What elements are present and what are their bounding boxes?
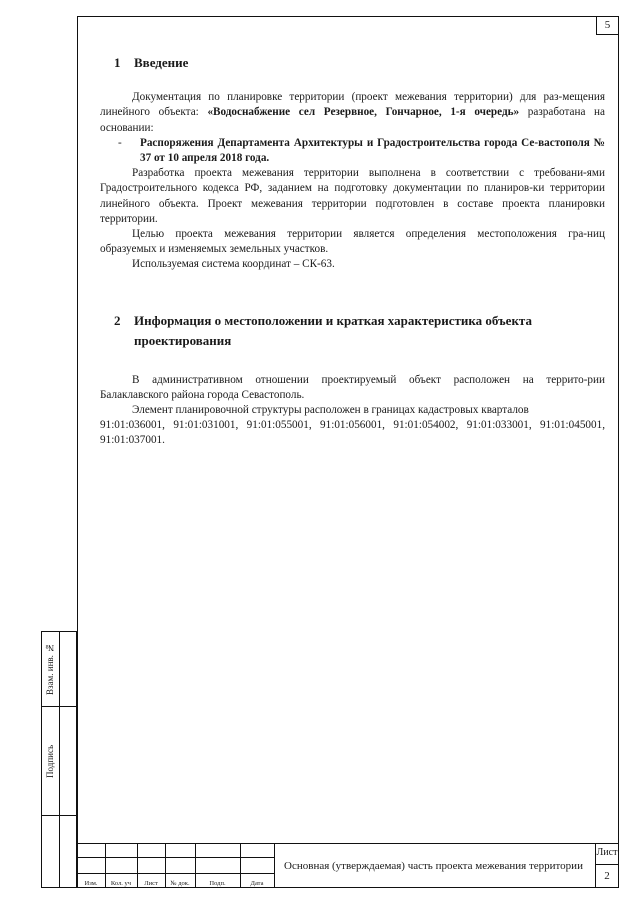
spacer	[100, 273, 605, 311]
intro-paragraph	[100, 90, 605, 136]
tb-label-podp: Подп.	[209, 880, 226, 887]
vzam-inv-label: Взам. инв. №	[45, 642, 55, 696]
tb-label-list: Лист	[144, 880, 158, 887]
tb-label-izm: Изм.	[84, 880, 98, 887]
section-1-title: Введение	[134, 55, 189, 70]
signature-label: Подпись	[45, 744, 55, 778]
tb-row-line	[595, 864, 619, 865]
sheet-number: 2	[604, 870, 610, 882]
tb-label-doc: № док.	[170, 880, 190, 887]
goal-paragraph: Целью проекта межевания территории является определения местоположения гра-ниц образуемых и изменяемых земельных участков.	[100, 228, 605, 256]
section-2-title: Информация о местоположении и краткая характеристика объекта проектирования	[134, 312, 532, 348]
document-title: Основная (утверждаемая) часть проекта межевания территории	[284, 860, 583, 872]
section-1-number: 1	[114, 55, 121, 70]
page-number-box: 5	[596, 16, 619, 35]
section-1-heading	[114, 55, 605, 70]
list-item	[100, 136, 605, 166]
tb-label-data: Дата	[250, 880, 264, 887]
cadastral-codes: 91:01:036001, 91:01:031001, 91:01:055001, 91:01:056001, 91:01:054002, 91:01:033001, 91:01:045001, 91:01:037001.	[100, 419, 605, 447]
side-divider	[59, 632, 60, 887]
tb-row-line	[77, 857, 274, 858]
sheet-label: Лист	[596, 847, 618, 858]
intro-text: Документация по планировке территории (проект межевания территории) для раз-мещения линейного объекта:	[100, 91, 605, 119]
tb-row-line	[77, 873, 274, 874]
coordinate-system-paragraph: Используемая система координат – СК-63.	[132, 258, 335, 271]
object-name: «Водоснабжение сел Резервное, Гончарное, 1-я очередь»	[207, 106, 520, 119]
requirements-paragraph: Разработка проекта межевания территории выполнена в соответствии с требовани-ями Градостроительного кодекса РФ, заданием на подготовку документации по планиров-ки территории линейного объекта. Проект межевания территории подготовлен в составе проекта планировки территории.	[100, 167, 605, 225]
tb-label-kol-uch: Кол. уч	[110, 880, 132, 887]
section-2-number: 2	[114, 312, 121, 328]
section-2-heading	[114, 311, 605, 351]
cadastral-paragraph: Элемент планировочной структуры расположен в границах кадастровых кварталов	[132, 404, 529, 417]
title-block	[77, 843, 619, 888]
intro-text-end: разработана на основании:	[100, 106, 606, 134]
order-reference: Распоряжения Департамента Архитектуры и Градостроительства города Се-вастополя № 37 от 10 апреля 2018 года.	[140, 136, 605, 165]
document-body	[100, 55, 605, 449]
list-dash: -	[118, 136, 122, 149]
side-row-line	[41, 815, 77, 816]
location-paragraph: В административном отношении проектируемый объект расположен на террито-рии Балаклавского района города Севастополь.	[100, 373, 605, 401]
